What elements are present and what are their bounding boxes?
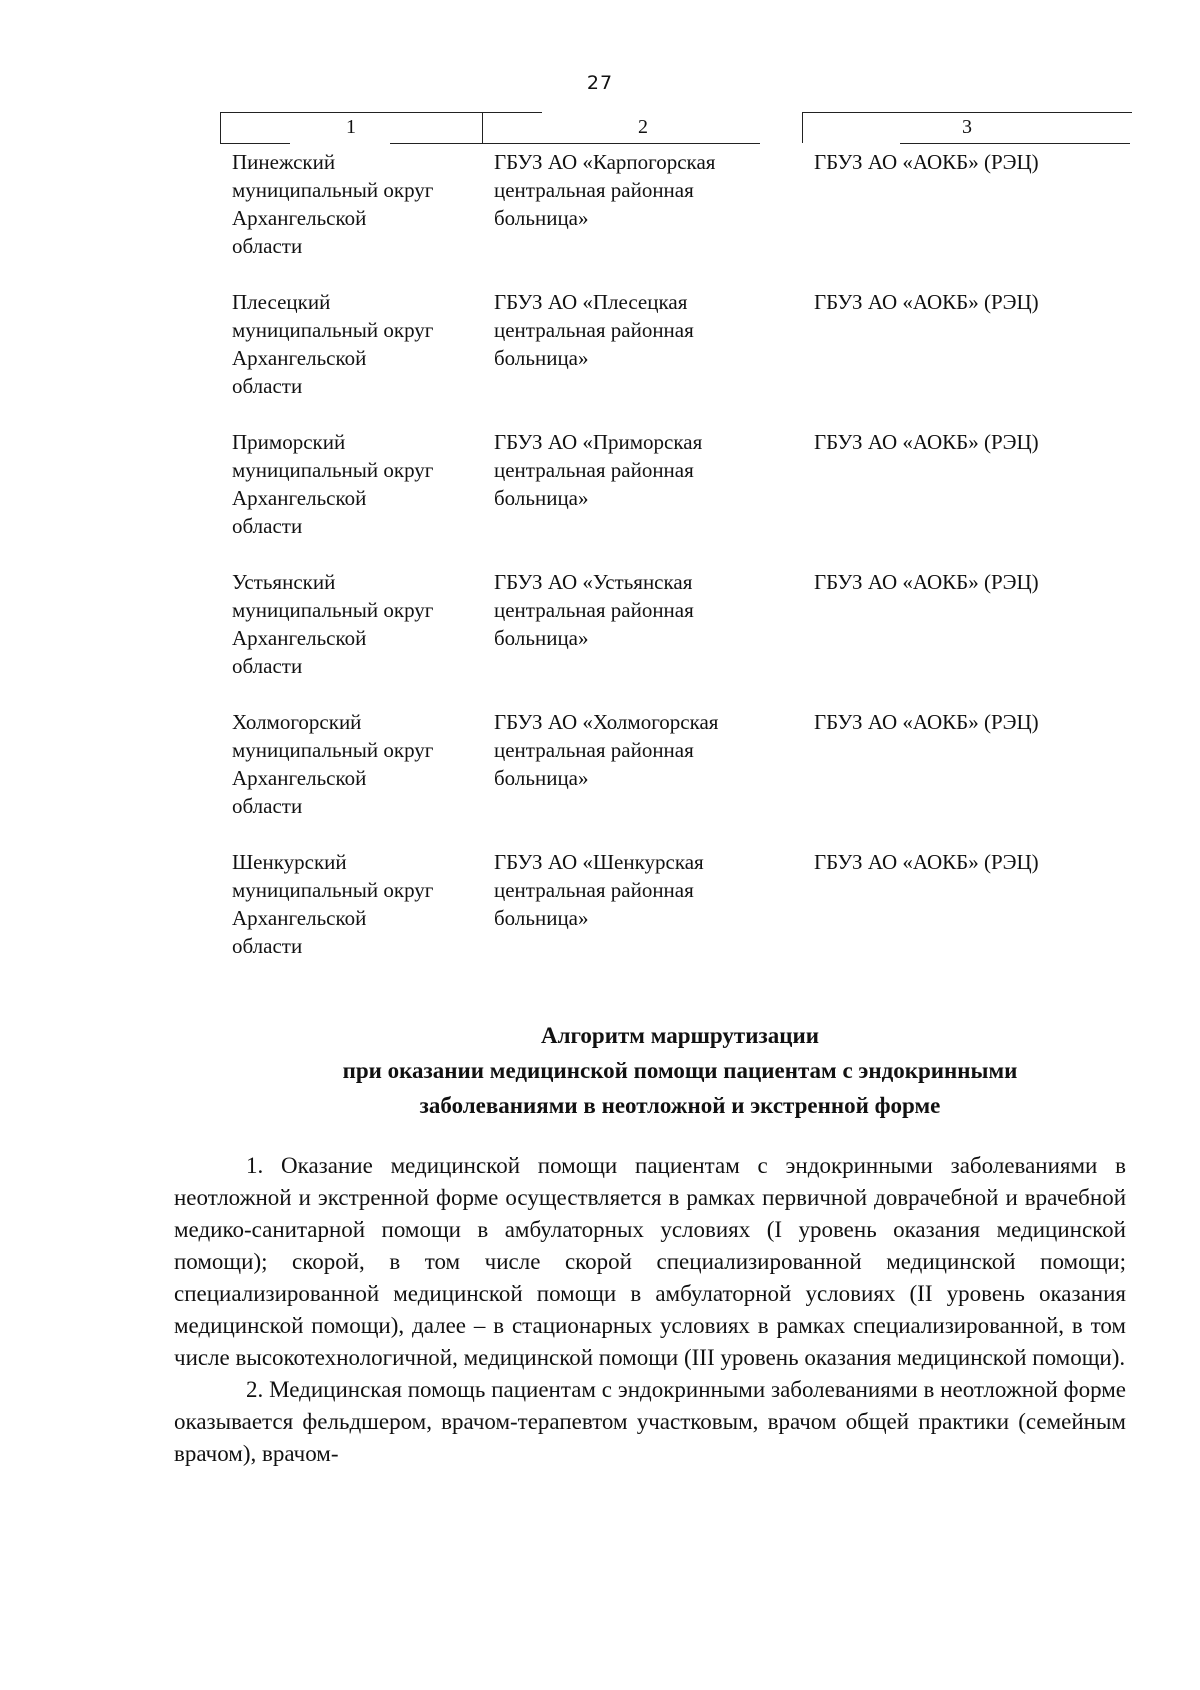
section-title-line: при оказании медицинской помощи пациентам с эндокринными [342,1058,1018,1083]
hospital-cell: ГБУЗ АО «Шенкурская центральная районная больница» [494,850,704,930]
routing-table [232,148,1132,988]
table-header-row [220,112,1130,144]
hospital-cell: ГБУЗ АО «Холмогорская центральная районная больница» [494,710,719,790]
district-cell: Шенкурский муниципальный округ Архангельской области [232,850,434,958]
table-row [232,428,1132,568]
center-cell: ГБУЗ АО «АОКБ» (РЭЦ) [814,710,1039,734]
paragraph: 2. Медицинская помощь пациентам с эндокринными заболеваниями в неотложной форме оказывается фельдшером, врачом-терапевтом участковым, врачом общей практики (семейным врачом), врачом- [174,1377,1126,1466]
section-title-line: Алгоритм маршрутизации [541,1023,819,1048]
table-row [232,148,1132,288]
paragraph: 1. Оказание медицинской помощи пациентам с эндокринными заболеваниями в неотложной и экстренной форме осуществляется в рамках первичной доврачебной и врачебной медико-санитарной помощи в амбулаторных условиях (I уровень оказания медицинской помощи); скорой, в том числе скорой специализированной медицинской помощи; специализированной медицинской помощи в амбулаторной условиях (II уровень оказания медицинской помощи), далее – в стационарных условиях в рамках специализированной, в том числе высокотехнологичной, медицинской помощи (III уровень оказания медицинской помощи). [174,1153,1126,1370]
district-cell: Приморский муниципальный округ Архангельской области [232,430,434,538]
column-header-2: 2 [638,116,648,138]
page-number: 27 [586,72,614,94]
table-row [232,568,1132,708]
center-cell: ГБУЗ АО «АОКБ» (РЭЦ) [814,150,1039,174]
column-header-3: 3 [962,116,972,138]
district-cell: Пинежский муниципальный округ Архангельской области [232,150,434,258]
center-cell: ГБУЗ АО «АОКБ» (РЭЦ) [814,430,1039,454]
center-cell: ГБУЗ АО «АОКБ» (РЭЦ) [814,570,1039,594]
hospital-cell: ГБУЗ АО «Приморская центральная районная больница» [494,430,703,510]
table-row [232,848,1132,988]
district-cell: Холмогорский муниципальный округ Архангельской области [232,710,434,818]
center-cell: ГБУЗ АО «АОКБ» (РЭЦ) [814,290,1039,314]
body-text [174,1150,1126,1470]
hospital-cell: ГБУЗ АО «Карпогорская центральная районная больница» [494,150,716,230]
table-row [232,288,1132,428]
column-header-1: 1 [346,116,356,138]
district-cell: Плесецкий муниципальный округ Архангельской области [232,290,434,398]
district-cell: Устьянский муниципальный округ Архангельской области [232,570,434,678]
table-row [232,708,1132,848]
hospital-cell: ГБУЗ АО «Плесецкая центральная районная больница» [494,290,694,370]
hospital-cell: ГБУЗ АО «Устьянская центральная районная больница» [494,570,694,650]
center-cell: ГБУЗ АО «АОКБ» (РЭЦ) [814,850,1039,874]
section-title-line: заболеваниями в неотложной и экстренной форме [419,1093,941,1118]
section-title [200,1018,1160,1123]
